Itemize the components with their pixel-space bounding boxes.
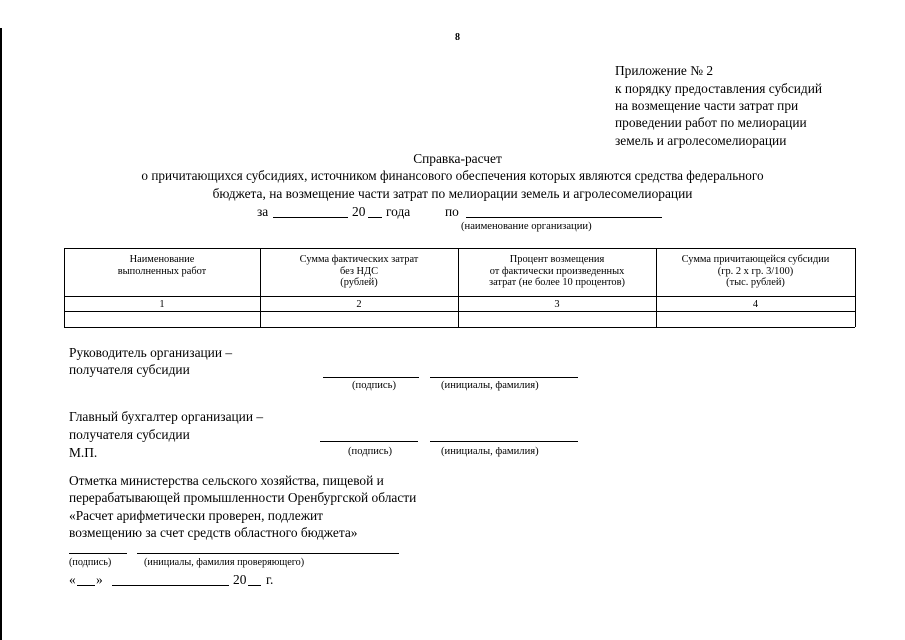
head-title-line: получателя субсидии [69,362,190,377]
head-name-caption: (инициалы, фамилия) [441,380,539,391]
appendix-line: к порядку предоставления субсидий [615,81,823,96]
table-column-number: 3 [554,299,560,310]
appendix-title: Приложение № 2 [615,63,714,78]
date-day-blank [77,585,95,586]
date-year-blank [248,585,261,586]
date-open-quote: « [69,572,76,587]
period-po-label: по [445,204,459,219]
accountant-signature-blank [320,441,418,442]
table-column-number: 2 [356,299,362,310]
table-rule [64,327,855,328]
ministry-mark-line: возмещению за счет средств областного бюджета» [69,525,358,540]
ministry-mark-line: перерабатывающей промышленности Оренбургской области [69,490,417,505]
accountant-title-line: Главный бухгалтер организации – [69,409,264,424]
table-rule [64,296,855,297]
table-header-actual-costs: Сумма фактических затрат без НДС (рублей) [299,254,419,289]
table-header-work-name: Наименование выполненных работ [117,254,207,277]
accountant-name-blank [430,441,578,442]
head-title-line: Руководитель организации – [69,345,233,360]
head-name-blank [430,377,578,378]
appendix-line: на возмещение части затрат при [615,98,799,113]
ministry-mark-line: «Расчет арифметически проверен, подлежит [69,508,323,523]
checker-signature-blank [69,553,127,554]
period-year-blank [368,217,382,218]
organization-blank [466,217,662,218]
table-column-number: 4 [752,299,759,310]
checker-name-caption: (инициалы, фамилия проверяющего) [144,557,305,568]
table-rule [64,311,855,312]
document-heading: Справка-расчет [413,151,502,166]
document-subtitle-line: бюджета, на возмещение части затрат по мелиорации земель и агролесомелиорации [212,186,693,201]
head-signature-caption: (подпись) [352,380,396,391]
date-month-blank [112,585,229,586]
date-year-prefix: 20 [233,572,247,587]
document-subtitle-line: о причитающихся субсидиях, источником финансового обеспечения которых являются средства федерального [141,168,764,183]
stamp-placeholder: М.П. [69,445,98,460]
accountant-title-line: получателя субсидии [69,427,190,442]
checker-signature-caption: (подпись) [69,557,112,568]
table-column-number: 1 [159,299,165,310]
date-close-quote: » [96,572,103,587]
appendix-line: земель и агролесомелиорации [615,133,787,148]
date-year-suffix: г. [266,572,274,587]
head-signature-blank [323,377,419,378]
table-rule [855,248,856,327]
checker-name-blank [137,553,399,554]
accountant-signature-caption: (подпись) [348,446,392,457]
organization-caption: (наименование организации) [461,221,592,232]
period-start-blank [273,217,348,218]
period-year-word: года [386,204,411,219]
page-number: 8 [455,32,460,43]
table-header-reimbursement-percent: Процент возмещения от фактически произведенных затрат (не более 10 процентов) [488,254,625,289]
appendix-line: проведении работ по мелиорации [615,115,807,130]
table-rule [64,248,855,249]
period-za-label: за [257,204,269,219]
ministry-mark-line: Отметка министерства сельского хозяйства, пищевой и [69,473,384,488]
period-year-prefix: 20 [352,204,366,219]
scan-edge [0,28,2,640]
accountant-name-caption: (инициалы, фамилия) [441,446,539,457]
table-header-subsidy-amount: Сумма причитающейся субсидии (гр. 2 x гр. 3/100) (тыс. рублей) [681,254,830,289]
